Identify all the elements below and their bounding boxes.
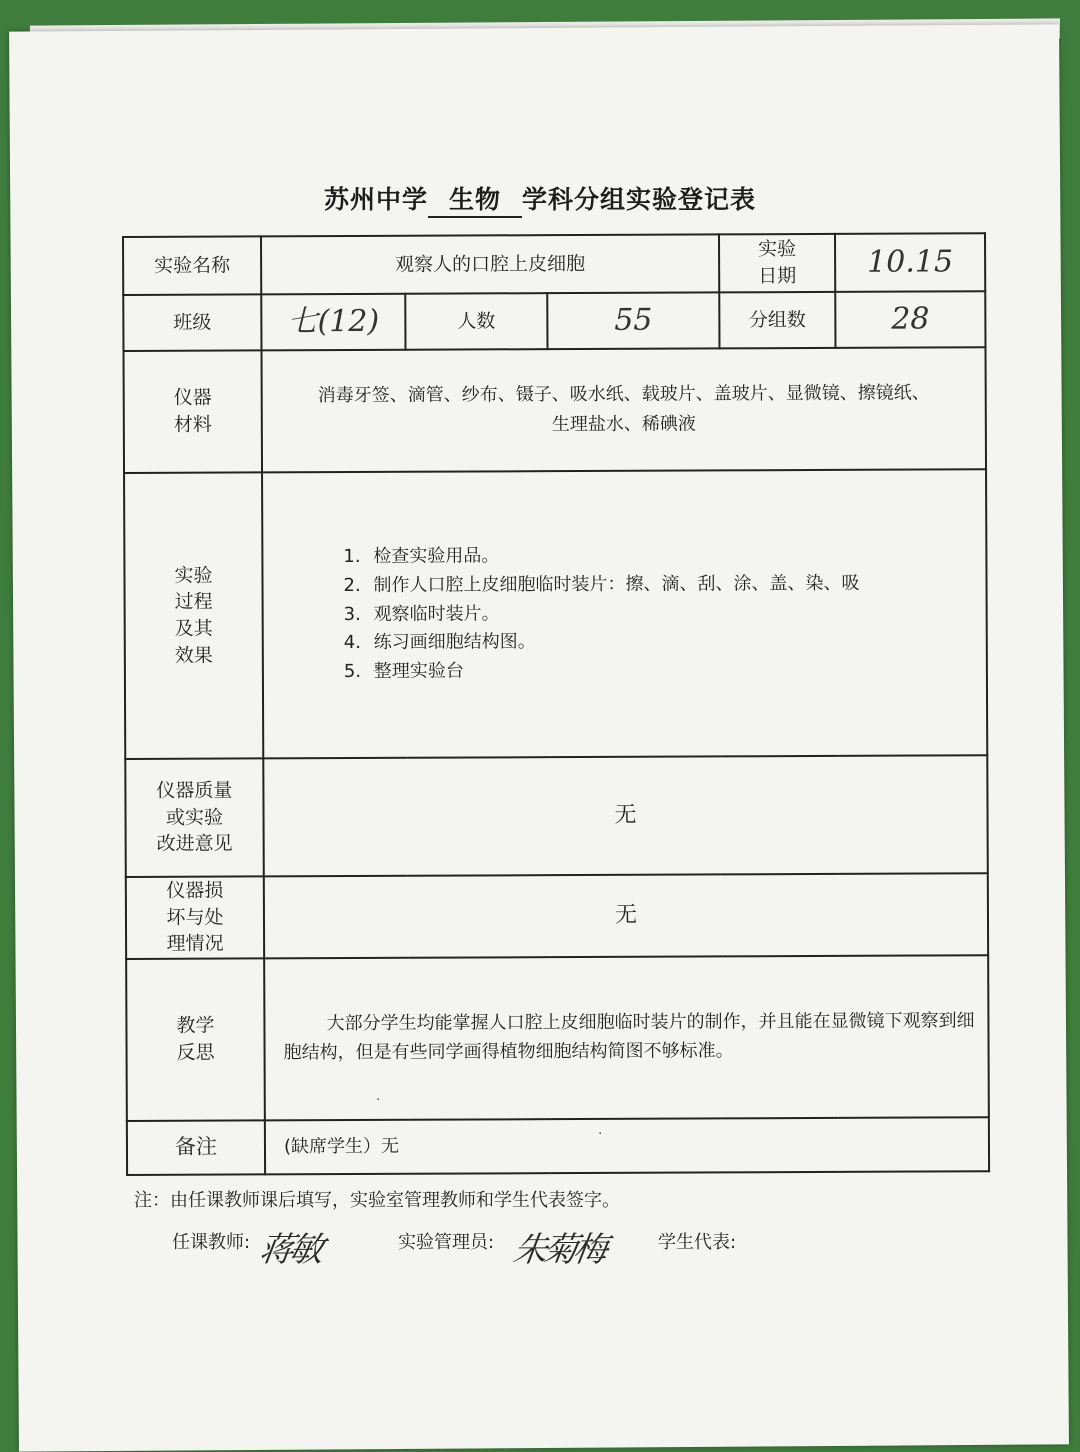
- process-step: [344, 598, 986, 630]
- process-steps-list: [263, 540, 986, 687]
- experiment-date-value: 10.15: [835, 233, 985, 292]
- group-count-value: 28: [835, 291, 985, 348]
- registration-table: [122, 232, 990, 1176]
- equipment-label: [124, 350, 263, 473]
- reflection-text: 大部分学生均能掌握人口腔上皮细胞临时装片的制作，并且能在显微镜下观察到细胞结构，但是有些同学画得植物细胞结构简图不够标准。: [283, 1010, 975, 1064]
- equipment-value: [262, 347, 987, 472]
- quality-label-line: 改进意见: [156, 832, 233, 856]
- damage-value: 无: [264, 873, 988, 958]
- row-remarks: [127, 1117, 989, 1175]
- experiment-name-label: 实验名称: [123, 236, 261, 295]
- process-label-line: 实验: [174, 564, 213, 587]
- process-label: [124, 472, 263, 759]
- teacher-signature: 蒋敏: [256, 1230, 323, 1270]
- step-number: 3.: [343, 603, 361, 625]
- step-number: 4.: [343, 632, 362, 654]
- row-class-info: [123, 291, 985, 351]
- reflection-label-line: 教学: [176, 1015, 215, 1038]
- class-label: 班级: [123, 294, 261, 351]
- step-text: 练习画细胞结构图。: [373, 631, 536, 654]
- signature-row: [172, 1222, 932, 1272]
- ink-speck: ·: [598, 1126, 603, 1142]
- experiment-date-label: [719, 234, 835, 293]
- lab-admin-label: 实验管理员:: [398, 1232, 495, 1253]
- group-count-label: 分组数: [719, 292, 835, 349]
- step-number: 5.: [343, 661, 362, 683]
- process-step: [344, 655, 986, 687]
- student-count-label: 人数: [405, 293, 547, 350]
- process-label-line: 效果: [174, 644, 213, 667]
- damage-label-line: 理情况: [166, 932, 224, 956]
- equipment-label-line-2: 材料: [173, 413, 212, 436]
- step-text: 检查实验用品。: [373, 545, 500, 567]
- process-step: [343, 540, 985, 572]
- step-text: 制作人口腔上皮细胞临时装片：擦、滴、刮、涂、盖、染、吸: [373, 572, 860, 596]
- step-text: 观察临时装片。: [373, 602, 500, 625]
- damage-label-line: 坏与处: [166, 906, 224, 929]
- date-label-line-2: 日期: [758, 265, 797, 288]
- quality-label-line: 仪器质量: [156, 779, 233, 802]
- student-rep-label: 学生代表:: [658, 1232, 737, 1253]
- lab-admin-signature: 朱菊梅: [510, 1230, 607, 1270]
- experiment-name-value: 观察人的口腔上皮细胞: [261, 234, 719, 294]
- footer-note: 注：由任课教师课后填写，实验室管理教师和学生代表签字。: [134, 1190, 620, 1211]
- process-step: [344, 627, 986, 659]
- row-process: [124, 469, 987, 759]
- reflection-value: [264, 955, 989, 1120]
- equipment-line-2: 生理盐水、稀碘液: [551, 413, 696, 436]
- step-number: 1.: [343, 545, 361, 568]
- damage-label-line: 仪器损: [166, 879, 224, 902]
- title-subject: 生物: [428, 180, 522, 218]
- step-text: 整理实验台: [373, 660, 464, 683]
- quality-label: [125, 758, 264, 877]
- teacher-label: 任课教师:: [172, 1232, 251, 1253]
- quality-label-line: 或实验: [165, 806, 224, 829]
- row-damage: [126, 873, 988, 959]
- form-title: [0, 180, 1080, 218]
- row-equipment: [124, 347, 987, 473]
- reflection-label: [126, 958, 265, 1121]
- quality-value: 无: [263, 755, 988, 876]
- step-number: 2.: [343, 574, 361, 596]
- title-suffix: 学科分组实验登记表: [522, 185, 757, 214]
- damage-label: [126, 876, 264, 959]
- class-value: 七(12): [261, 294, 405, 351]
- row-experiment-name: [123, 233, 985, 295]
- reflection-label-line: 反思: [176, 1041, 215, 1064]
- ink-speck: ·: [376, 1092, 381, 1108]
- process-step: [343, 569, 985, 601]
- remarks-value: (缺席学生）无: [265, 1117, 989, 1174]
- remarks-label: 备注: [127, 1120, 265, 1175]
- row-reflection: [126, 955, 989, 1121]
- date-label-line-1: 实验: [758, 238, 797, 261]
- student-count-value: 55: [547, 292, 719, 349]
- process-label-line: 及其: [174, 617, 213, 640]
- equipment-label-line-1: 仪器: [173, 387, 212, 410]
- equipment-line-1: 消毒牙签、滴管、纱布、镊子、吸水纸、载玻片、盖玻片、显微镜、擦镜纸、: [317, 382, 930, 407]
- row-quality: [125, 755, 988, 877]
- process-label-line: 过程: [174, 591, 213, 614]
- process-value: [262, 469, 987, 758]
- title-prefix: 苏州中学: [323, 185, 428, 214]
